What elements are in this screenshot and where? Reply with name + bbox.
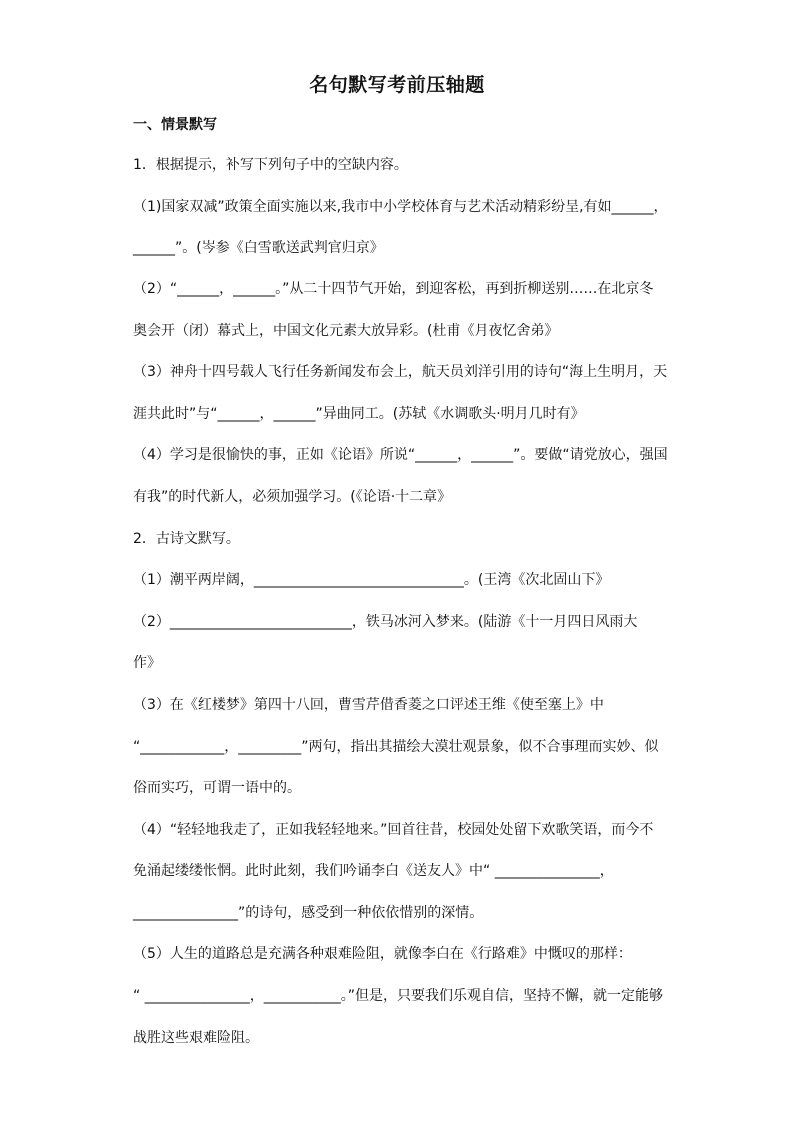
question-1-heading: 1．根据提示，补写下列句子中的空缺内容。 [133,157,408,173]
q1-3-line-2: 涯共此时”与“______，______”异曲同工。(苏轼《水调歌头·明月几时有》 [133,406,585,422]
q1-2-line-2: 奥会开（闭）幕式上，中国文化元素大放异彩。(杜甫《月夜忆舍弟》 [133,323,559,339]
question-2-heading: 2．古诗文默写。 [133,531,240,547]
q1-1-line-2: ______”。(岑参《白雪歌送武判官归京》 [133,240,384,256]
q2-1-line-1: （1）潮平两岸阔，______________________________。(王湾《次北固山下》 [133,572,610,588]
q1-3-line-1: （3）神舟十四号载人飞行任务新闻发布会上，航天员刘洋引用的诗句“海上生明月，天 [133,364,668,380]
q2-4-line-3: _______________”的诗句，感受到一种依依惜别的深情。 [133,905,484,921]
q2-5-line-2: “ _______________，___________。”但是，只要我们乐观自信，坚持不懈，就一定能够 [133,988,663,1004]
q1-4-line-1: （4）学习是很愉快的事，正如《论语》所说“______，______”。要做“请党放心，强国 [133,447,668,463]
document-title: 名句默写考前压轴题 [309,74,485,96]
q2-4-line-2: 免涌起缕缕怅惘。此时此刻，我们吟诵李白《送友人》中“ _______________， [133,863,614,879]
q1-1-line-1: （1)国家双减”政策全面实施以来,我市中小学校体育与艺术活动精彩纷呈,有如______， [133,199,668,215]
section-heading: 一、情景默写 [133,117,217,133]
q2-4-line-1: （4）“轻轻地我走了，正如我轻轻地来。”回首往昔，校园处处留下欢歌笑语，而今不 [133,822,654,838]
q1-2-line-1: （2）“______，______。”从二十四节气开始，到迎客松，再到折柳送别……在北京冬 [133,281,654,297]
q2-5-line-1: （5）人生的道路总是充满各种艰难险阻，就像李白在《行路难》中慨叹的那样： [133,946,632,962]
q2-5-line-3: 战胜这些艰难险阻。 [133,1030,259,1046]
q2-2-line-2: 作》 [133,655,161,671]
q2-3-line-2: “____________，_________”两句，指出其描绘大漠壮观景象，似不合事理而实妙、似 [133,739,659,755]
q1-4-line-2: 有我”的时代新人，必须加强学习。(《论语·十二章》 [133,489,452,505]
q2-2-line-1: （2）__________________________，铁马冰河入梦来。(陆游《十一月四日风雨大 [133,614,638,630]
q2-3-line-3: 俗而实巧，可谓一语中的。 [133,780,301,796]
q2-3-line-1: （3）在《红楼梦》第四十八回，曹雪芹借香菱之口评述王维《使至塞上》中 [133,697,604,713]
